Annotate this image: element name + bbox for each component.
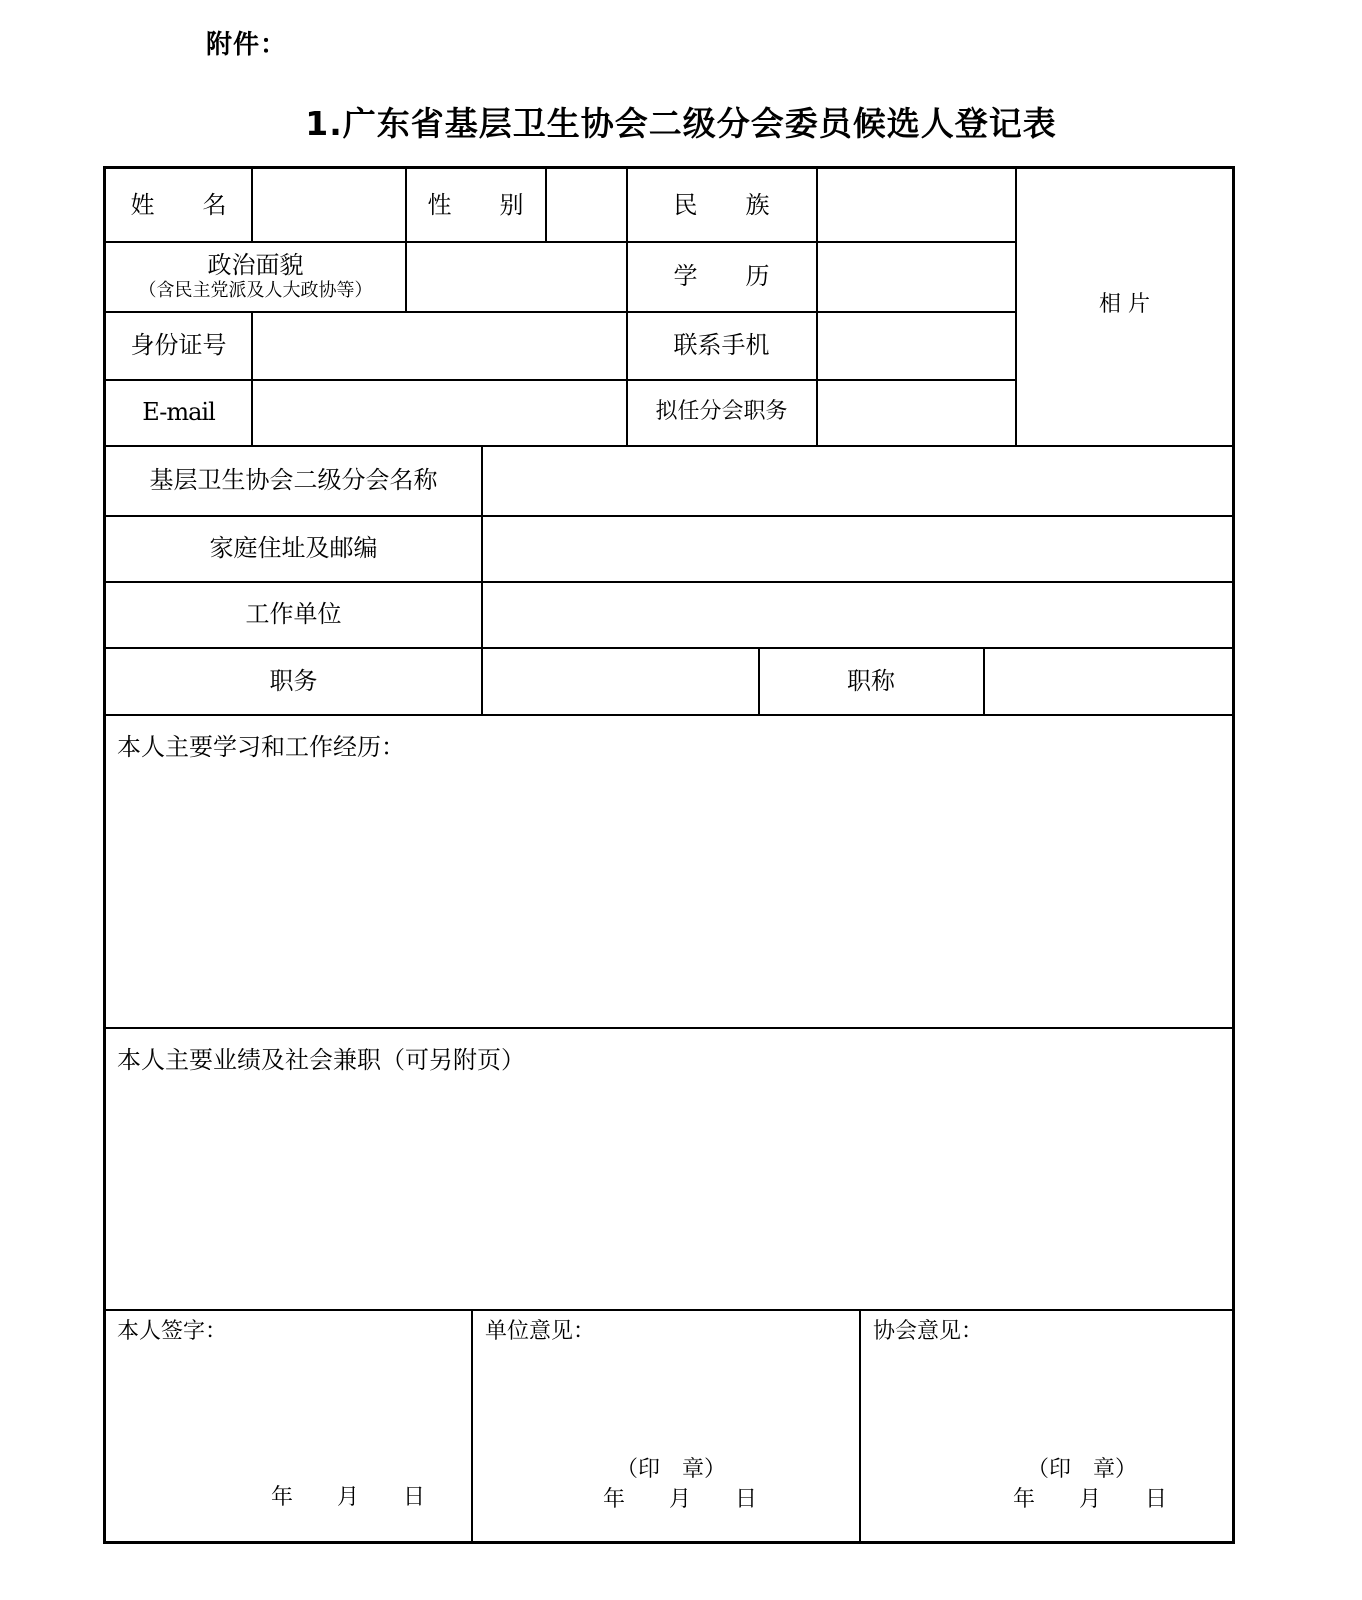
mobile-field[interactable]	[817, 312, 1015, 379]
job-label: 职务	[269, 666, 318, 695]
title-field[interactable]	[984, 648, 1233, 714]
address-label: 家庭住址及邮编	[209, 534, 378, 563]
education-label: 学 历	[673, 262, 770, 291]
experience-section[interactable]	[106, 715, 1233, 1027]
signature-section[interactable]	[106, 1310, 471, 1542]
political-field[interactable]	[406, 242, 626, 311]
achievements-section[interactable]	[106, 1028, 1233, 1309]
ethnicity-label: 民 族	[673, 190, 770, 219]
registration-form-table	[103, 166, 1235, 1544]
attachment-label: 附件：	[206, 30, 288, 60]
position-label: 拟任分会职务	[655, 399, 788, 425]
id-field[interactable]	[252, 312, 626, 379]
assoc-opinion-section[interactable]	[860, 1310, 1233, 1542]
photo-label: 相 片	[1099, 292, 1150, 318]
photo-box[interactable]	[1016, 169, 1233, 445]
unit-opinion-label: 单位意见：	[485, 1319, 596, 1344]
signature-label: 本人签字：	[117, 1319, 228, 1344]
political-label: 政治面貌	[207, 251, 304, 280]
gender-field[interactable]	[546, 169, 626, 241]
name-field[interactable]	[252, 169, 405, 241]
experience-label: 本人主要学习和工作经历：	[117, 733, 405, 761]
assoc-opinion-label: 协会意见：	[873, 1319, 984, 1344]
assoc-opinion-date: 年 月 日	[1013, 1487, 1168, 1512]
mobile-label: 联系手机	[673, 331, 770, 360]
workplace-label: 工作单位	[245, 600, 342, 629]
id-label: 身份证号	[130, 331, 227, 360]
unit-opinion-section[interactable]	[472, 1310, 859, 1542]
unit-opinion-date: 年 月 日	[603, 1487, 758, 1512]
signature-date: 年 月 日	[271, 1485, 426, 1510]
email-label: E-mail	[142, 398, 215, 427]
position-field[interactable]	[817, 380, 1015, 445]
assoc-seal-label: （印 章）	[1027, 1457, 1138, 1482]
title-label: 职称	[847, 666, 895, 695]
ethnicity-field[interactable]	[817, 169, 1015, 241]
achievements-label: 本人主要业绩及社会兼职（可另附页）	[117, 1046, 525, 1074]
gender-label: 性 别	[427, 190, 524, 219]
political-label-cell	[106, 242, 405, 311]
workplace-field[interactable]	[482, 582, 1233, 647]
address-field[interactable]	[482, 516, 1233, 581]
branch-label: 基层卫生协会二级分会名称	[149, 466, 438, 495]
name-label: 姓 名	[130, 190, 227, 219]
branch-field[interactable]	[482, 446, 1233, 515]
political-note: （含民主党派及人大政协等）	[138, 280, 373, 302]
unit-seal-label: （印 章）	[616, 1457, 727, 1482]
form-title: 1.广东省基层卫生协会二级分会委员候选人登记表	[305, 104, 1057, 143]
email-field[interactable]	[252, 380, 626, 445]
education-field[interactable]	[817, 242, 1015, 311]
job-field[interactable]	[482, 648, 758, 714]
